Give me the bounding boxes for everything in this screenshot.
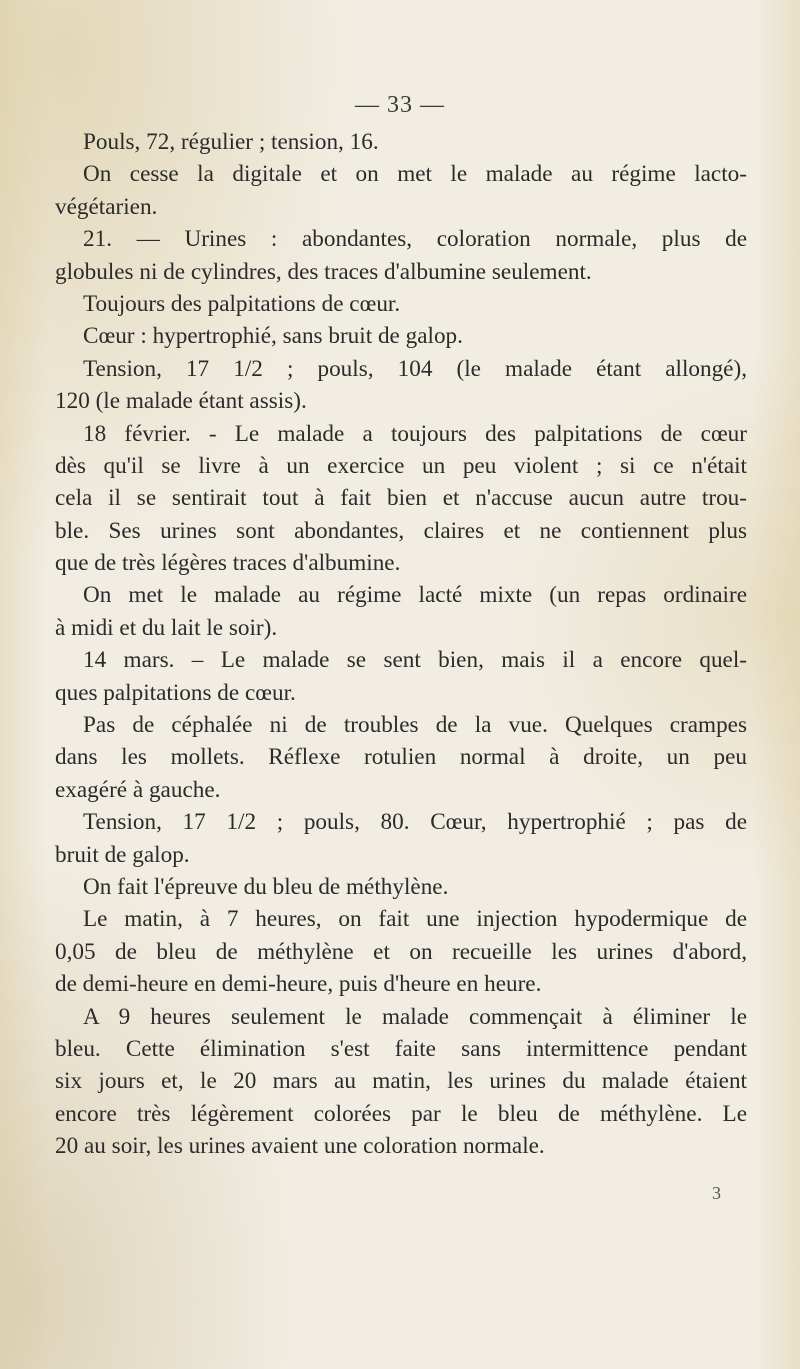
text-line: encore très légèrement colorées par le bleu de méthylène. Le	[55, 1100, 747, 1127]
text-line: Pouls, 72, régulier ; tension, 16.	[83, 129, 379, 155]
text-line: que de très légères traces d'albumine.	[55, 550, 401, 577]
page-number: — 33 —	[355, 92, 445, 118]
text-line: dans les mollets. Réflexe rotulien normal à droite, un peu	[55, 744, 747, 771]
text-line: On cesse la digitale et on met le malade au régime lacto-	[83, 161, 747, 188]
text-line: Pas de céphalée ni de troubles de la vue. Quelques crampes	[83, 712, 747, 739]
text-line: Tension, 17 1/2 ; pouls, 80. Cœur, hypertrophié ; pas de	[83, 809, 747, 836]
text-line: On met le malade au régime lacté mixte (un repas ordinaire	[83, 582, 747, 609]
text-line: 0,05 de bleu de méthylène et on recueille les urines d'abord,	[55, 938, 747, 965]
text-line: globules ni de cylindres, des traces d'albumine seulement.	[55, 258, 592, 285]
text-line: Le matin, à 7 heures, on fait une injection hypodermique de	[83, 906, 747, 933]
text-line: Toujours des palpitations de cœur.	[83, 290, 401, 317]
body-text	[55, 126, 747, 1163]
text-line: bruit de galop.	[55, 841, 190, 868]
signature-mark: 3	[712, 1183, 721, 1203]
text-line: ble. Ses urines sont abondantes, claires et ne contiennent plus	[55, 517, 747, 544]
text-line: cela il se sentirait tout à fait bien et n'accuse aucun autre trou-	[55, 485, 747, 512]
text-line: 120 (le malade étant assis).	[55, 388, 307, 415]
text-line: à midi et du lait le soir).	[55, 614, 278, 641]
text-line: végétarien.	[55, 193, 158, 220]
text-line: Tension, 17 1/2 ; pouls, 104 (le malade étant allongé),	[83, 355, 747, 382]
text-line: 20 au soir, les urines avaient une coloration normale.	[55, 1133, 545, 1160]
text-line: de demi-heure en demi-heure, puis d'heure en heure.	[55, 971, 542, 998]
text-line: On fait l'épreuve du bleu de méthylène.	[83, 873, 449, 900]
text-line: Cœur : hypertrophié, sans bruit de galop.	[83, 323, 463, 350]
text-line: dès qu'il se livre à un exercice un peu violent ; si ce n'était	[55, 452, 747, 479]
text-line: 21. — Urines : abondantes, coloration normale, plus de	[83, 226, 747, 253]
text-line: exagéré à gauche.	[55, 776, 221, 803]
text-line: bleu. Cette élimination s'est faite sans intermittence pendant	[55, 1035, 747, 1062]
text-line: 18 février. - Le malade a toujours des palpitations de cœur	[83, 420, 747, 447]
text-line: 14 mars. – Le malade se sent bien, mais il a encore quel-	[83, 647, 747, 674]
text-line: A 9 heures seulement le malade commençait à éliminer le	[83, 1003, 747, 1030]
text-line: ques palpitations de cœur.	[55, 679, 296, 706]
text-line: six jours et, le 20 mars au matin, les urines du malade étaient	[55, 1068, 747, 1095]
